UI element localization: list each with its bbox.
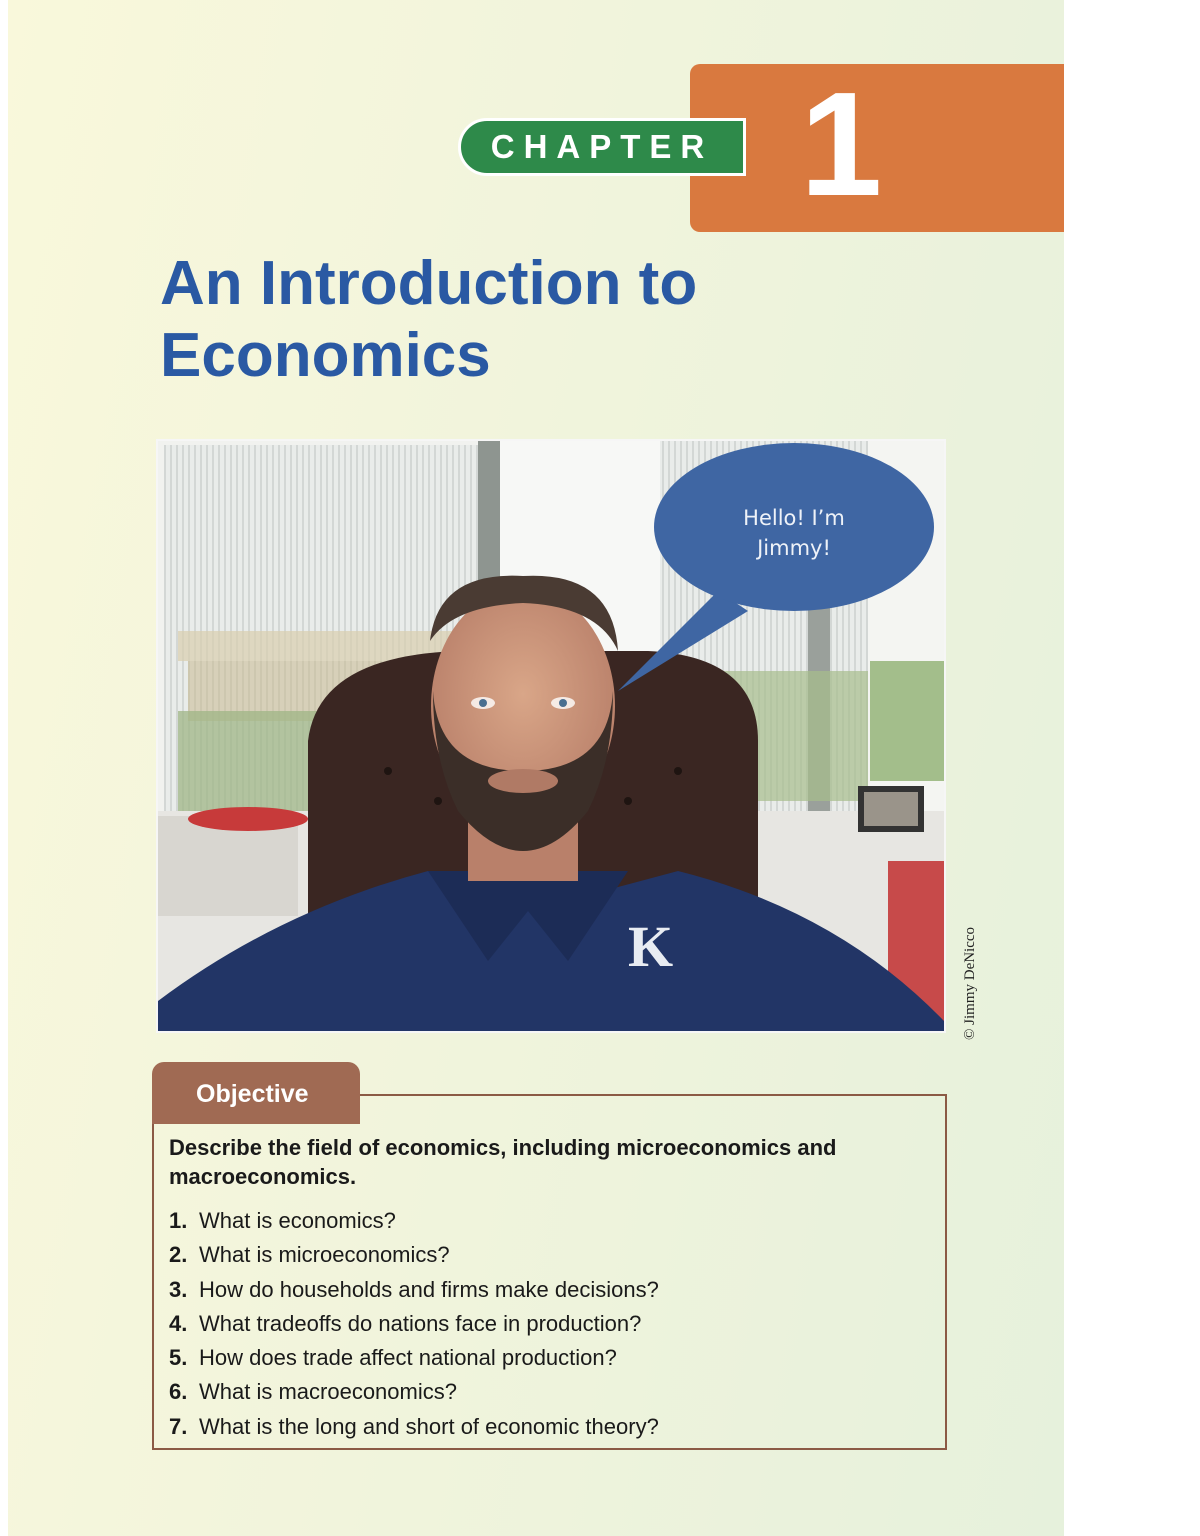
objective-tab: Objective: [152, 1062, 360, 1124]
question-text: How do households and firms make decisions?: [199, 1276, 659, 1302]
question-text: What is macroeconomics?: [199, 1379, 457, 1405]
objective-questions: [169, 1204, 929, 1444]
question-item: [169, 1375, 929, 1409]
question-text: What is economics?: [199, 1208, 396, 1233]
question-text: How does trade affect national production?: [199, 1345, 617, 1371]
question-item: [169, 1341, 929, 1375]
question-item: [169, 1238, 929, 1272]
question-text: What is microeconomics?: [199, 1242, 450, 1268]
question-number: 6.: [169, 1379, 188, 1405]
question-item: [169, 1307, 929, 1341]
chapter-title: An Introduction to Economics: [160, 249, 698, 390]
question-item: [169, 1410, 929, 1444]
question-number: 3.: [169, 1276, 188, 1302]
chapter-number: 1: [800, 62, 883, 227]
question-number: 4.: [169, 1310, 188, 1336]
chapter-label: CHAPTER: [458, 118, 746, 176]
speech-bubble-line-1: Hello! I’m: [743, 506, 845, 530]
question-number: 5.: [169, 1345, 188, 1371]
question-number: 2.: [169, 1242, 188, 1268]
question-text: What tradeoffs do nations face in production?: [199, 1310, 642, 1336]
speech-bubble-line-2: Jimmy!: [757, 536, 831, 560]
question-text: What is the long and short of economic theory?: [199, 1413, 659, 1439]
question-item: [169, 1204, 929, 1238]
question-number: 7.: [169, 1413, 188, 1439]
author-photo: [156, 439, 946, 1033]
photo-credit: © Jimmy DeNicco: [962, 926, 978, 1040]
objective-lead: Describe the field of economics, including microeconomics and macroeconomics.: [169, 1135, 837, 1189]
shirt-logo: K: [628, 914, 674, 979]
question-number: 1.: [169, 1208, 188, 1233]
question-item: [169, 1273, 929, 1307]
